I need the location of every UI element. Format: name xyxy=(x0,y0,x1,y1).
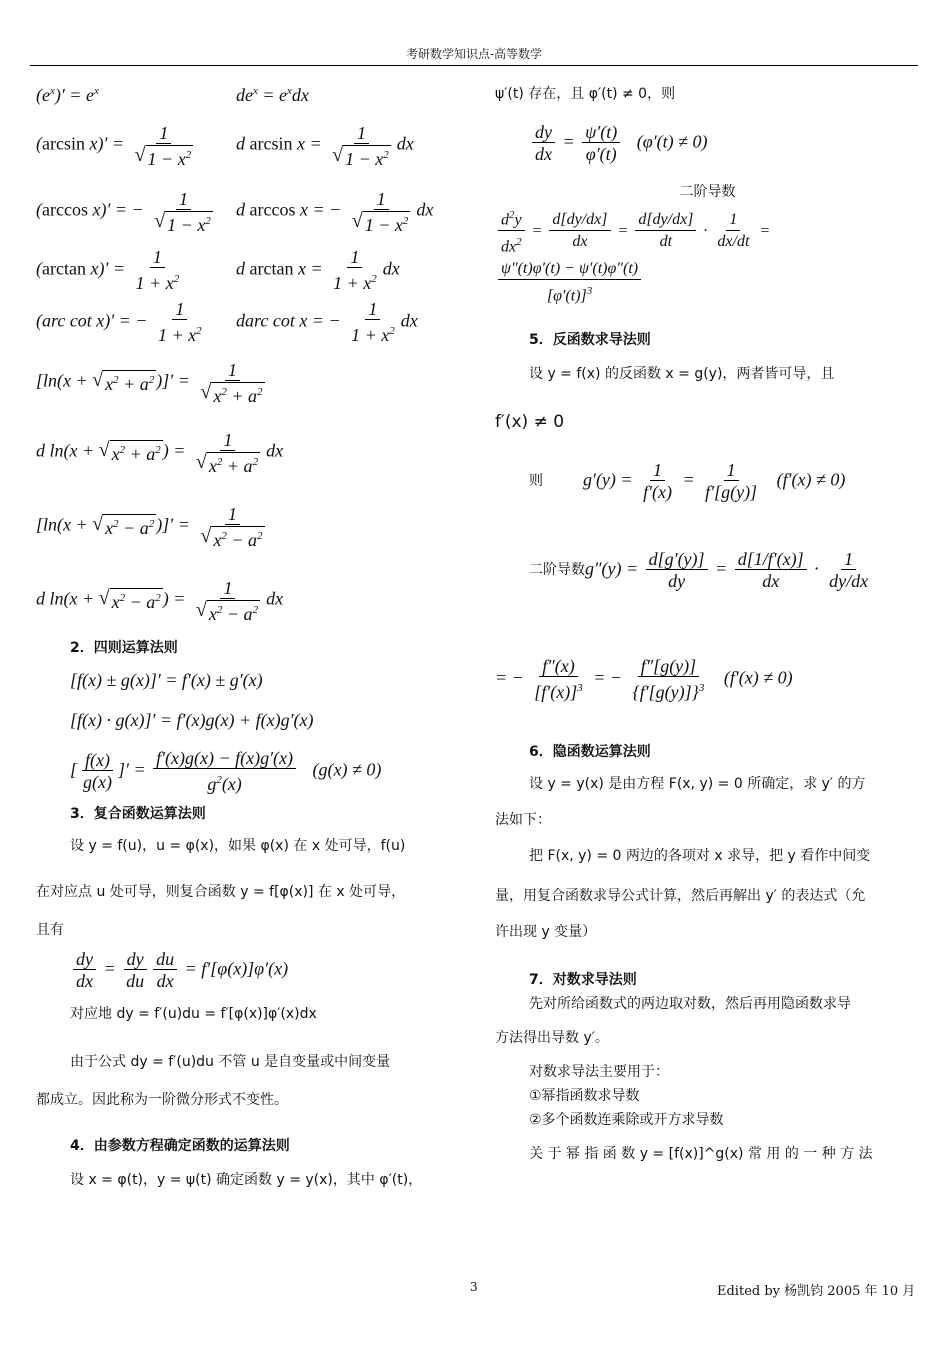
formula-inverse-first: 则 g′(y) = $\frac{1}{f'(x)}$ = $\frac{1}{f'[g(y)]}$ (f′(x) ≠ 0) xyxy=(529,459,846,502)
section-6-text-1: 设 y = y(x) 是由方程 F(x, y) = 0 所确定，求 y′ 的方 xyxy=(529,776,866,792)
section-3-text-2: 在对应点 u 处可导，则复合函数 y = f[φ(x)] 在 x 处可导， xyxy=(36,884,406,900)
section-7-item-1: ①幂指函数求导数 xyxy=(529,1088,640,1104)
formula-ln-plus: [ln(x + √ $x^2 + a^2$ )]′ = 1 √ $x^2 + a^2$ xyxy=(36,359,263,406)
section-3-heading: 3．复合函数运算法则 xyxy=(70,806,206,822)
formula-quotient-rule: [ $\frac{f(x)}{g(x)}$ ]′ = $\frac{f'(x)g(x) - f(x)g'(x)}{g^2(x)}$ (g(x) ≠ 0) xyxy=(70,747,382,794)
formula-dln-plus: d ln(x + √ $x^2 + a^2$ ) = 1 √ $x^2 + a^2$ dx xyxy=(36,429,284,476)
formula-dln-minus: d ln(x + √ $x^2 - a^2$ ) = 1 √ $x^2 - a^2$ dx xyxy=(36,577,284,624)
formula-inverse-second: 二阶导数 g″(y) = $\frac{d[g'(y)]}{dy}$ = $\frac{d[1/f'(x)]}{dx}$ · $\frac{1}{dy/dx}$ xyxy=(529,548,869,591)
section-5-text-2: f′(x) ≠ 0 xyxy=(495,412,565,432)
formula-param-second-derivative: $\frac{d^2y}{dx^2}$ = $\frac{d[dy/dx]}{dx}$ = $\frac{d[dy/dx]}{dt}$ · $\frac{1}{dx/dt}$ = $\frac{\psi''(t)\varphi'(t) - \psi'(t)\varphi''(t)}{[\varphi'(t)]^3}$ xyxy=(495,208,920,304)
formula-arcsin: (arcsin x)′ = 1 √ $1 - x^2$ d arcsin x = 1 √ $1 - x^2$ dx xyxy=(36,122,414,169)
left-column xyxy=(36,78,461,1196)
formula-arccot: (arc cot x)′ = − $\frac{1}{1 + x^2}$ darc cot x = − $\frac{1}{1 + x^2}$ dx xyxy=(36,298,418,345)
formula-exp: $(e^x)' = e^x$ $de^x = e^xdx$ xyxy=(36,84,309,105)
section-7-text-1: 先对所给函数式的两边取对数，然后再用隐函数求导 xyxy=(529,996,851,1012)
section-7-item-2: ②多个函数连乘除或开方求导数 xyxy=(529,1112,724,1128)
section-6-heading: 6．隐函数运算法则 xyxy=(529,744,651,760)
section-3-text-4: 对应地 dy = f′(u)du = f′[φ(x)]φ′(x)dx xyxy=(70,1006,317,1022)
section-5-text-1: 设 y = f(x) 的反函数 x = g(y)，两者皆可导，且 xyxy=(529,366,835,382)
section-6-text-5: 许出现 y 变量） xyxy=(495,924,597,940)
section-6-text-3: 把 F(x, y) = 0 两边的各项对 x 求导，把 y 看作中间变 xyxy=(529,848,871,864)
section-7-text-4: 关 于 幂 指 函 数 y = [f(x)]^g(x) 常 用 的 一 种 方 法 xyxy=(529,1146,873,1162)
section-2-heading: 2．四则运算法则 xyxy=(70,640,178,656)
section-4-heading: 4．由参数方程确定函数的运算法则 xyxy=(70,1138,290,1154)
page-number: 3 xyxy=(470,1280,478,1294)
page-header: 考研数学知识点-高等数学 xyxy=(30,45,918,66)
second-derivative-title: 二阶导数 xyxy=(679,184,736,200)
section-3-text-6: 都成立。因此称为一阶微分形式不变性。 xyxy=(36,1092,288,1108)
section-6-text-4: 量，用复合函数求导公式计算，然后再解出 y′ 的表达式（允 xyxy=(495,888,866,904)
formula-arccos: (arccos x)′ = − 1 √ $1 - x^2$ d arccos x = − 1 √ $1 - x^2$ dx xyxy=(36,188,434,235)
param-text-1: ψ′(t) 存在，且 φ′(t) ≠ 0，则 xyxy=(495,86,676,102)
section-7-heading: 7．对数求导法则 xyxy=(529,972,637,988)
formula-param-first-derivative: $\frac{dy}{dx}$ = $\frac{\psi'(t)}{\varphi'(t)}$ (φ′(t) ≠ 0) xyxy=(529,110,920,176)
section-3-text-5: 由于公式 dy = f′(u)du 不管 u 是自变量或中间变量 xyxy=(70,1054,391,1070)
section-5-heading: 5．反函数求导法则 xyxy=(529,332,651,348)
section-3-text-3: 且有 xyxy=(36,922,64,938)
section-7-text-2: 方法得出导数 y′。 xyxy=(495,1030,609,1046)
right-column xyxy=(495,78,920,1170)
formula-sum-rule: [f(x) ± g(x)]′ = f′(x) ± g′(x) xyxy=(70,669,263,690)
formula-arctan: (arctan x)′ = $\frac{1}{1 + x^2}$ d arctan x = $\frac{1}{1 + x^2}$ dx xyxy=(36,246,400,293)
formula-inverse-second-result: = − $\frac{f''(x)}{[f'(x)]^3}$ = − $\frac{f''[g(y)]}{\{f'[g(y)]\}^3}$ (f′(x) ≠ 0) xyxy=(495,655,793,702)
section-7-text-3: 对数求导法主要用于： xyxy=(529,1064,669,1080)
formula-product-rule: [f(x) · g(x)]′ = f′(x)g(x) + f(x)g′(x) xyxy=(70,709,314,730)
edited-by: Edited by 杨凯钧 2005 年 10 月 xyxy=(717,1284,916,1299)
section-3-text-1: 设 y = f(u)，u = φ(x)，如果 φ(x) 在 x 处可导，f(u) xyxy=(70,838,406,854)
section-4-text-1: 设 x = φ(t)，y = ψ(t) 确定函数 y = y(x)，其中 φ′(t)， xyxy=(70,1172,423,1188)
formula-chain-rule: $\frac{dy}{dx}$ = $\frac{dy}{du}$ $\frac{du}{dx}$ = f′[φ(x)]φ′(x) xyxy=(70,946,461,994)
then-label: 则 xyxy=(529,473,543,489)
section-6-text-2: 法如下： xyxy=(495,812,551,828)
formula-ln-minus: [ln(x + √ $x^2 - a^2$ )]′ = 1 √ $x^2 - a^2$ xyxy=(36,503,263,550)
second-derivative-label: 二阶导数 xyxy=(529,562,585,578)
